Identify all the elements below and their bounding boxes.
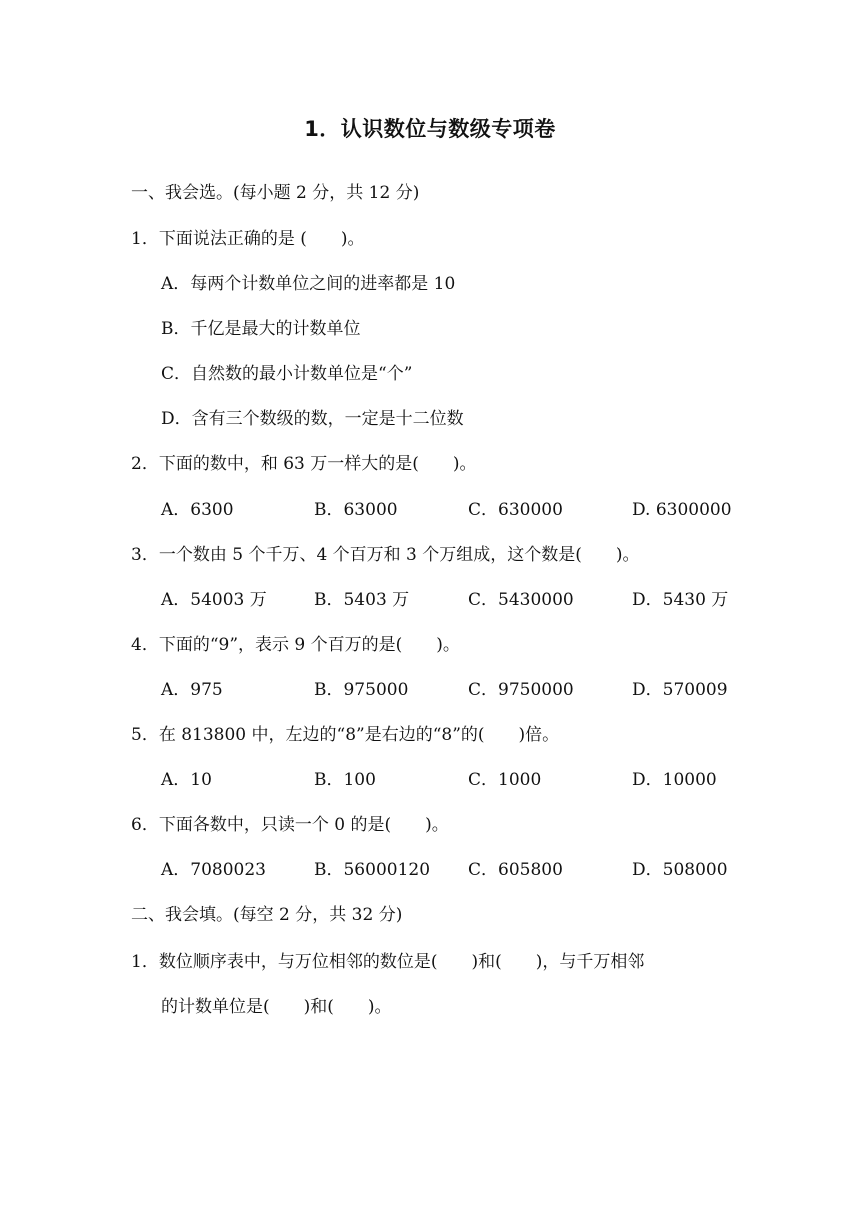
question-6-option-a: A．7080023: [161, 860, 266, 880]
question-6-option-c: C．605800: [468, 860, 563, 880]
question-5-option-d: D．10000: [632, 770, 717, 790]
question-5-option-b: B．100: [314, 770, 376, 790]
question-2-stem: 2．下面的数中，和 63 万一样大的是( )。: [131, 454, 477, 474]
question-4-stem: 4．下面的“9”，表示 9 个百万的是( )。: [131, 635, 460, 655]
question-3-stem: 3．一个数由 5 个千万、4 个百万和 3 个万组成，这个数是( )。: [131, 545, 640, 565]
question-1-option-b: B．千亿是最大的计数单位: [161, 319, 361, 339]
question-3-option-b: B．5403 万: [314, 590, 410, 610]
question-4-option-c: C．9750000: [468, 680, 574, 700]
question-1-option-d: D．含有三个数级的数，一定是十二位数: [161, 409, 464, 429]
question-1-option-a: A．每两个计数单位之间的进率都是 10: [161, 274, 456, 294]
section-1-heading: 一、我会选。(每小题 2 分，共 12 分): [131, 183, 420, 203]
question-1-stem: 1．下面说法正确的是 ( )。: [131, 229, 365, 249]
question-3-option-d: D．5430 万: [632, 590, 729, 610]
question-6-option-d: D．508000: [632, 860, 728, 880]
question-6-option-b: B．56000120: [314, 860, 431, 880]
question-1-option-c: C．自然数的最小计数单位是“个”: [161, 364, 413, 384]
fill-question-1-line-2: 的计数单位是( )和( )。: [161, 997, 392, 1017]
question-6-stem: 6．下面各数中，只读一个 0 的是( )。: [131, 815, 449, 835]
question-5-stem: 5．在 813800 中，左边的“8”是右边的“8”的( )倍。: [131, 725, 560, 745]
question-3-option-c: C．5430000: [468, 590, 574, 610]
worksheet-title: 1．认识数位与数级专项卷: [304, 117, 556, 141]
question-2-option-c: C．630000: [468, 500, 563, 520]
question-4-option-b: B．975000: [314, 680, 409, 700]
question-4-option-a: A．975: [161, 680, 223, 700]
question-2-option-b: B．63000: [314, 500, 398, 520]
fill-question-1-line-1: 1．数位顺序表中，与万位相邻的数位是( )和( )，与千万相邻: [131, 952, 645, 972]
question-4-option-d: D．570009: [632, 680, 728, 700]
question-5-option-a: A．10: [161, 770, 212, 790]
question-2-option-d: D. 6300000: [632, 500, 732, 520]
question-2-option-a: A．6300: [161, 500, 234, 520]
question-5-option-c: C．1000: [468, 770, 542, 790]
section-2-heading: 二、我会填。(每空 2 分，共 32 分): [131, 905, 403, 925]
question-3-option-a: A．54003 万: [161, 590, 267, 610]
